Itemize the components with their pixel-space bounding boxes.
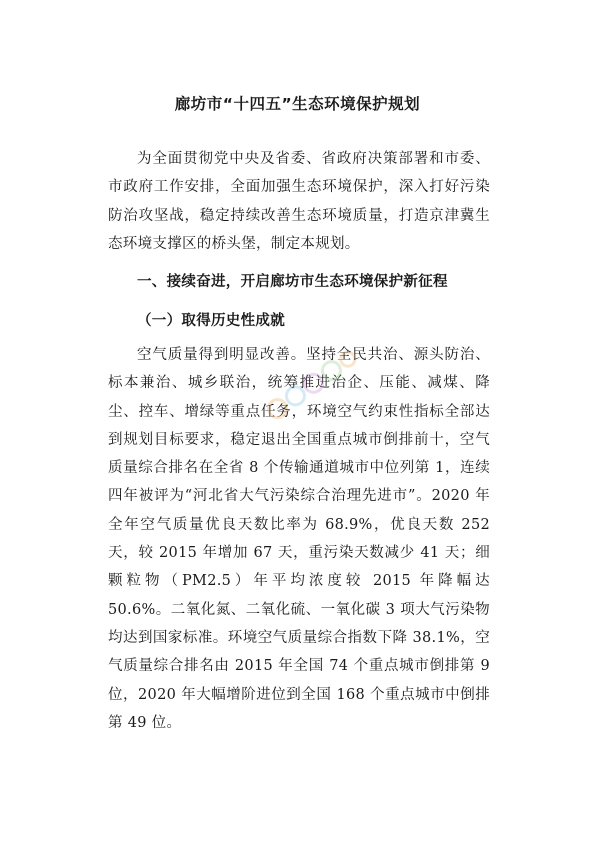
intro-paragraph: 为全面贯彻党中央及省委、省政府决策部署和市委、市政府工作安排，全面加强生态环境保护，深入打好污染防治攻坚战，稳定持续改善生态环境质量，打造京津冀生态环境支撑区的桥头堡，制定本规划。 — [108, 151, 490, 252]
body-paragraph: 空气质量得到明显改善。坚持全民共治、源头防治、标本兼治、城乡联治，统筹推进治企、压能、减煤、降尘、控车、增绿等重点任务，环境空气约束性指标全部达到规划目标要求，稳定退出全国重点城市倒排前十，空气质量综合排名在全省 8 个传输通道城市中位列第 1，连续四年被评为“河北省大气污染综合治理先进市”。2020 年全年空气质量优良天数比率为 68.9%，优良天数 252 天，较 2015 年增加 67 天，重污染天数减少 41 天；细颗粒物（PM2.5）年平均浓度较 2015 年降幅达 50.6%。二氧化氮、二氧化硫、一氧化碳 3 项大气污染物均达到国家标准。环境空气质量综合指数下降 38.1%，空气质量综合排名由 2015 年全国 74 个重点城市倒排第 9 位，2020 年大幅增阶进位到全国 168 个重点城市中倒排第 49 位。 — [108, 347, 490, 731]
document-title: 廊坊市“十四五”生态环境保护规划 — [174, 95, 421, 113]
section-heading: 一、接续奋进，开启廊坊市生态环境保护新征程 — [137, 274, 448, 290]
subsection-heading: （一）取得历史性成就 — [137, 312, 285, 329]
